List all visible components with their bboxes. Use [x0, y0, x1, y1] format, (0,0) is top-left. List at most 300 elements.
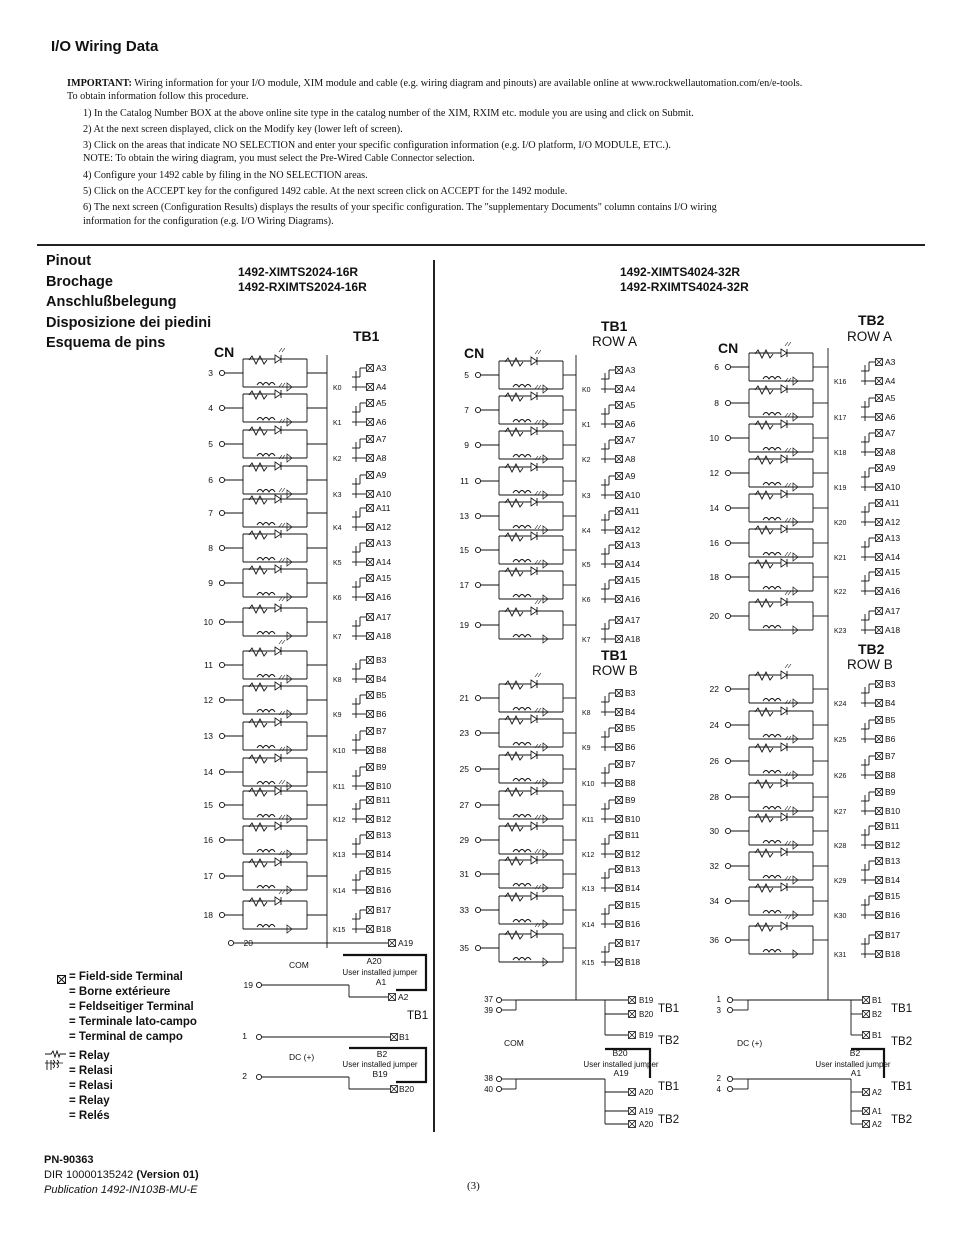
- led-icon: [781, 883, 787, 891]
- relay-coil-icon: [513, 595, 531, 598]
- connector-pin-icon: [475, 622, 480, 627]
- terminal-label: A18: [625, 634, 641, 644]
- terminal-label: A1: [375, 977, 387, 987]
- title-it: Disposizione dei piedini: [46, 314, 212, 331]
- terminal-label: A20: [639, 1088, 654, 1097]
- terminal-label: B18: [625, 957, 641, 967]
- relay-coil-icon: [257, 383, 275, 386]
- led-icon: [781, 385, 787, 393]
- terminal-label: A12: [885, 517, 901, 527]
- terminal-label: B14: [885, 875, 901, 885]
- legend-line: = Relasi: [69, 1080, 113, 1092]
- terminal-label: A19: [639, 1107, 654, 1116]
- legend-line: = Terminale lato-campo: [69, 1016, 197, 1028]
- terminal-label: A3: [625, 365, 636, 375]
- led-icon: [531, 856, 537, 864]
- tb2-label: TB2: [658, 1035, 680, 1047]
- pin-number: 31: [459, 869, 469, 879]
- field-terminal-icon: [876, 395, 883, 402]
- led-rays-icon: [785, 413, 791, 417]
- jumper-label: User installed jumper: [583, 1060, 659, 1069]
- led-icon: [531, 822, 537, 830]
- connector-pin-icon: [727, 1076, 732, 1081]
- field-terminal-icon: [616, 940, 623, 947]
- field-terminal-icon: [876, 569, 883, 576]
- connector-pin-icon: [475, 547, 480, 552]
- field-terminal-icon: [876, 627, 883, 634]
- resistor-icon: [505, 893, 523, 901]
- relay-k-label: K31: [834, 952, 847, 959]
- resistor-icon: [249, 531, 267, 539]
- jumper-label: User installed jumper: [815, 1060, 891, 1069]
- terminal-label: B8: [625, 778, 636, 788]
- resistor-icon: [505, 568, 523, 576]
- connector-pin-icon: [219, 837, 224, 842]
- pin-number: 20: [243, 938, 253, 948]
- connector-pin-icon: [725, 863, 730, 868]
- led-icon: [531, 392, 537, 400]
- field-terminal-icon: [391, 1034, 398, 1041]
- relay-k-label: K0: [582, 387, 591, 394]
- connector-pin-icon: [725, 613, 730, 618]
- relay-coil-icon: [763, 483, 781, 486]
- field-terminal-icon: [863, 1121, 870, 1128]
- pin-number: 3: [716, 1006, 721, 1015]
- resistor-icon: [249, 391, 267, 399]
- led-icon: [275, 462, 281, 470]
- terminal-label: B18: [376, 924, 392, 934]
- note: NOTE: To obtain the wiring diagram, you must select the Pre-Wired Cable Connector selection.: [83, 153, 475, 165]
- pin-number: 8: [714, 398, 719, 408]
- relay-k-label: K21: [834, 555, 847, 562]
- field-terminal-icon: [367, 832, 374, 839]
- relay-k-label: K14: [333, 888, 346, 895]
- field-terminal-icon: [616, 437, 623, 444]
- resistor-icon: [505, 608, 523, 616]
- field-terminal-icon: [616, 402, 623, 409]
- field-terminal-icon: [616, 959, 623, 966]
- resistor-icon: [249, 719, 267, 727]
- resistor-icon: [249, 463, 267, 471]
- model-rxim-16r: 1492-RXIMTS2024-16R: [238, 280, 367, 294]
- connector-pin-icon: [727, 1007, 732, 1012]
- field-terminal-icon: [616, 921, 623, 928]
- field-terminal-icon: [876, 736, 883, 743]
- relay-k-label: K25: [834, 737, 847, 744]
- tb1-label: TB1: [891, 1081, 913, 1093]
- led-rays-icon: [279, 558, 285, 562]
- terminal-label: A15: [376, 573, 392, 583]
- field-terminal-icon: [876, 823, 883, 830]
- led-icon: [531, 498, 537, 506]
- terminal-label: A7: [625, 435, 636, 445]
- field-terminal-icon: [629, 1032, 636, 1039]
- relay-k-label: K2: [582, 457, 591, 464]
- field-terminal-icon: [389, 940, 396, 947]
- relay-coil-icon: [513, 560, 531, 563]
- footer: [44, 1153, 199, 1198]
- relay-k-label: K26: [834, 773, 847, 780]
- terminal-label: A15: [885, 567, 901, 577]
- led-icon: [275, 754, 281, 762]
- field-terminal-icon: [367, 455, 374, 462]
- pin-number: 3: [208, 368, 213, 378]
- pin-number: 22: [709, 684, 719, 694]
- connector-pin-icon: [727, 1086, 732, 1091]
- relay-k-label: K12: [333, 817, 346, 824]
- relay-k-label: K30: [834, 913, 847, 920]
- resistor-icon: [249, 683, 267, 691]
- terminal-label: A1: [872, 1107, 882, 1116]
- connector-pin-icon: [475, 730, 480, 735]
- resistor-icon: [249, 648, 267, 656]
- resistor-icon: [505, 716, 523, 724]
- field-terminal-icon: [367, 816, 374, 823]
- field-terminal-icon: [367, 711, 374, 718]
- field-terminal-icon: [367, 540, 374, 547]
- led-icon: [781, 671, 787, 679]
- resistor-icon: [505, 823, 523, 831]
- terminal-label: A1: [850, 1068, 862, 1078]
- field-terminal-icon: [367, 524, 374, 531]
- pin-number: 30: [709, 826, 719, 836]
- connector-pin-icon: [219, 697, 224, 702]
- pin-number: 19: [243, 980, 253, 990]
- important-text: Wiring information for your I/O module, XIM module and cable (e.g. wiring diagram and pinouts) are available online at www.rockwellautomation.com/en/e-tools.: [134, 78, 803, 89]
- pin-number: 9: [464, 440, 469, 450]
- terminal-label: B16: [376, 885, 392, 895]
- resistor-icon: [505, 533, 523, 541]
- field-terminal-icon: [616, 508, 623, 515]
- page-number: (3): [467, 1180, 480, 1192]
- field-terminal-icon: [876, 359, 883, 366]
- field-terminal-icon: [367, 764, 374, 771]
- pin-number: 5: [464, 370, 469, 380]
- relay-k-label: K5: [333, 560, 342, 567]
- resistor-icon: [755, 350, 773, 358]
- jumper-label: User installed jumper: [342, 968, 418, 977]
- connector-pin-icon: [219, 802, 224, 807]
- pin-number: 7: [208, 508, 213, 518]
- relay-k-label: K13: [582, 886, 595, 893]
- pin-number: 15: [203, 800, 213, 810]
- terminal-label: A17: [885, 606, 901, 616]
- connector-pin-icon: [219, 545, 224, 550]
- led-rays-icon: [535, 350, 541, 354]
- relay-coil-icon: [763, 911, 781, 914]
- led-rays-icon: [279, 523, 285, 527]
- publication: Publication 1492-IN103B-MU-E: [44, 1184, 198, 1196]
- relay-k-label: K15: [333, 927, 346, 934]
- relay-k-label: K8: [333, 677, 342, 684]
- terminal-label: B5: [376, 690, 387, 700]
- pin-number: 34: [709, 896, 719, 906]
- connector-pin-icon: [475, 802, 480, 807]
- terminal-label: B11: [885, 821, 900, 831]
- field-terminal-icon: [367, 887, 374, 894]
- pin-number: 38: [484, 1074, 493, 1083]
- led-rays-icon: [279, 488, 285, 492]
- relay-k-label: K19: [834, 485, 847, 492]
- relay-k-label: K4: [582, 528, 591, 535]
- relay-k-label: K28: [834, 843, 847, 850]
- pin-number: 8: [208, 543, 213, 553]
- field-terminal-icon: [876, 753, 883, 760]
- terminal-label: B3: [376, 655, 387, 665]
- led-rays-icon: [785, 841, 791, 845]
- step-continued: information for the configuration (e.g. I/O Wiring Diagrams).: [83, 215, 334, 227]
- resistor-icon: [755, 386, 773, 394]
- field-terminal-icon: [616, 902, 623, 909]
- relay-k-label: K20: [834, 520, 847, 527]
- led-icon: [781, 779, 787, 787]
- terminal-label: A18: [376, 631, 392, 641]
- relay-k-label: K12: [582, 852, 595, 859]
- relay-coil-icon: [763, 735, 781, 738]
- led-icon: [275, 495, 281, 503]
- led-rays-icon: [535, 849, 541, 853]
- led-icon: [531, 892, 537, 900]
- relay-k-label: K1: [582, 422, 591, 429]
- connector-pin-icon: [475, 372, 480, 377]
- pin-number: 1: [242, 1031, 247, 1041]
- connector-pin-icon: [725, 686, 730, 691]
- terminal-label: A3: [376, 363, 387, 373]
- connector-pin-icon: [725, 470, 730, 475]
- field-terminal-icon: [876, 608, 883, 615]
- field-terminal-icon: [876, 430, 883, 437]
- pin-number: 7: [464, 405, 469, 415]
- terminal-label: A17: [376, 612, 392, 622]
- resistor-icon: [755, 526, 773, 534]
- led-icon: [275, 787, 281, 795]
- relay-k-label: K13: [333, 852, 346, 859]
- legend-line: = Relay: [69, 1095, 110, 1107]
- terminal-label: A7: [376, 434, 387, 444]
- field-terminal-icon: [876, 842, 883, 849]
- led-rays-icon: [785, 342, 791, 346]
- dir-number: DIR 10000135242: [44, 1169, 134, 1181]
- legend-line: = Relés: [69, 1110, 110, 1122]
- led-icon: [781, 490, 787, 498]
- led-icon: [275, 604, 281, 612]
- led-rays-icon: [535, 560, 541, 564]
- relay-coil-icon: [257, 632, 275, 635]
- relay-k-label: K9: [333, 712, 342, 719]
- led-icon: [531, 607, 537, 615]
- com-label: COM: [504, 1038, 524, 1048]
- relay-coil-icon: [513, 420, 531, 423]
- led-rays-icon: [535, 491, 541, 495]
- terminal-label: B17: [376, 905, 392, 915]
- legend-line: = Field-side Terminal: [69, 971, 183, 983]
- connector-pin-icon: [475, 478, 480, 483]
- title-pt: Esquema de pins: [46, 335, 166, 351]
- terminal-label: A16: [625, 594, 641, 604]
- relay-coil-icon: [513, 491, 531, 494]
- terminal-label: B17: [625, 938, 641, 948]
- terminal-label: B5: [885, 715, 896, 725]
- field-terminal-icon: [876, 681, 883, 688]
- connector-pin-icon: [725, 937, 730, 942]
- relay-k-label: K24: [834, 701, 847, 708]
- field-terminal-icon: [367, 692, 374, 699]
- resistor-icon: [249, 356, 267, 364]
- pin-number: 2: [716, 1074, 721, 1083]
- terminal-label: A14: [625, 559, 641, 569]
- field-terminal-icon: [616, 542, 623, 549]
- terminal-label: A11: [376, 503, 391, 513]
- terminal-label: A13: [376, 538, 392, 548]
- connector-pin-icon: [228, 940, 233, 945]
- led-icon: [781, 813, 787, 821]
- field-terminal-icon: [367, 575, 374, 582]
- obtain-text: To obtain information follow this procedure.: [67, 91, 249, 103]
- field-terminal-icon: [876, 893, 883, 900]
- tb2-label: TB2: [891, 1036, 913, 1048]
- connector-pin-icon: [256, 1074, 261, 1079]
- terminal-label: B17: [885, 930, 901, 940]
- pin-number: 13: [459, 511, 469, 521]
- field-terminal-icon: [616, 386, 623, 393]
- relay-coil-icon: [763, 876, 781, 879]
- relay-k-label: K2: [333, 456, 342, 463]
- relay-k-label: K3: [582, 493, 591, 500]
- resistor-icon: [505, 857, 523, 865]
- relay-k-label: K16: [834, 379, 847, 386]
- terminal-label: B15: [625, 900, 641, 910]
- field-terminal-icon: [616, 761, 623, 768]
- resistor-icon: [505, 752, 523, 760]
- led-rays-icon: [279, 597, 285, 601]
- relay-k-label: K18: [834, 450, 847, 457]
- led-icon: [531, 930, 537, 938]
- field-terminal-icon: [367, 614, 374, 621]
- step: 4) Configure your 1492 cable by filing in the NO SELECTION areas.: [83, 169, 368, 181]
- terminal-label: B20: [639, 1010, 654, 1019]
- relay-coil-icon: [763, 587, 781, 590]
- terminal-label: B13: [376, 830, 392, 840]
- relay-coil-icon: [513, 850, 531, 853]
- resistor-icon: [755, 456, 773, 464]
- terminal-label: A6: [376, 417, 387, 427]
- pin-number: 14: [203, 767, 213, 777]
- terminal-label: A14: [376, 557, 392, 567]
- terminal-label: B15: [376, 866, 392, 876]
- relay-coil-icon: [513, 526, 531, 529]
- connector-pin-icon: [725, 505, 730, 510]
- field-terminal-icon: [629, 1108, 636, 1115]
- resistor-icon: [755, 421, 773, 429]
- led-icon: [531, 567, 537, 575]
- field-terminal-icon: [876, 789, 883, 796]
- field-terminal-icon: [876, 484, 883, 491]
- pin-number: 29: [459, 835, 469, 845]
- pin-number: 11: [460, 476, 469, 486]
- terminal-label: A3: [885, 357, 896, 367]
- pin-number: 32: [709, 861, 719, 871]
- field-terminal-icon: [616, 744, 623, 751]
- relay-k-label: K10: [333, 748, 346, 755]
- tb2-label: TB2: [658, 1114, 680, 1126]
- relay-k-label: K8: [582, 710, 591, 717]
- terminal-label: A8: [376, 453, 387, 463]
- field-terminal-icon: [876, 932, 883, 939]
- terminal-label: B9: [376, 762, 387, 772]
- relay-coil-icon: [513, 920, 531, 923]
- connector-pin-icon: [725, 828, 730, 833]
- terminal-label: B7: [625, 759, 636, 769]
- pin-number: 5: [208, 439, 213, 449]
- led-rays-icon: [279, 890, 285, 894]
- field-terminal-icon: [616, 780, 623, 787]
- pin-number: 17: [459, 580, 469, 590]
- terminal-label: A2: [872, 1088, 882, 1097]
- jumper-label: User installed jumper: [342, 1060, 418, 1069]
- connector-pin-icon: [219, 370, 224, 375]
- connector-pin-icon: [725, 722, 730, 727]
- pin-number: 16: [203, 835, 213, 845]
- terminal-label: A15: [625, 575, 641, 585]
- pin-number: 10: [709, 433, 719, 443]
- step: 1) In the Catalog Number BOX at the above online site type in the catalog number of the XIM, RXIM etc. module you are using and click on Submit.: [83, 107, 694, 119]
- relay-coil-icon: [513, 958, 531, 961]
- connector-pin-icon: [727, 997, 732, 1002]
- field-terminal-icon: [367, 384, 374, 391]
- terminal-label: B20: [399, 1084, 415, 1094]
- terminal-label: A19: [613, 1068, 629, 1078]
- terminal-label: A5: [376, 398, 387, 408]
- relay-k-label: K1: [333, 420, 342, 427]
- dc-label: DC (+): [289, 1052, 315, 1062]
- relay-k-label: K11: [333, 784, 345, 791]
- led-rays-icon: [535, 385, 541, 389]
- connector-pin-icon: [475, 442, 480, 447]
- field-terminal-icon: [876, 449, 883, 456]
- resistor-icon: [249, 566, 267, 574]
- resistor-icon: [249, 427, 267, 435]
- field-terminal-icon: [616, 617, 623, 624]
- pin-number: 25: [459, 764, 469, 774]
- pin-number: 4: [208, 403, 213, 413]
- terminal-label: B2: [872, 1010, 882, 1019]
- pin-number: 4: [716, 1085, 721, 1094]
- pin-number: 33: [459, 905, 469, 915]
- terminal-label: B10: [376, 781, 392, 791]
- terminal-label: A6: [625, 419, 636, 429]
- led-rays-icon: [535, 525, 541, 529]
- step: 5) Click on the ACCEPT key for the configured 1492 cable. At the next screen click on ACCEPT for the 1492 module.: [83, 186, 568, 198]
- terminal-label: B16: [885, 910, 901, 920]
- led-rays-icon: [785, 915, 791, 919]
- relay-coil-icon: [257, 523, 275, 526]
- pin-number: 35: [459, 943, 469, 953]
- field-terminal-legend: [69, 970, 197, 1045]
- field-terminal-icon: [876, 717, 883, 724]
- field-terminal-icon: [876, 414, 883, 421]
- relay-coil-icon: [257, 925, 275, 928]
- field-terminal-icon: [629, 1011, 636, 1018]
- pin-number: 6: [208, 475, 213, 485]
- connector-pin-icon: [219, 441, 224, 446]
- terminal-label: A18: [885, 625, 901, 635]
- led-icon: [275, 822, 281, 830]
- terminal-label: B13: [625, 864, 641, 874]
- connector-pin-icon: [219, 619, 224, 624]
- resistor-icon: [755, 672, 773, 680]
- terminal-label: B16: [625, 919, 641, 929]
- terminal-label: B7: [885, 751, 896, 761]
